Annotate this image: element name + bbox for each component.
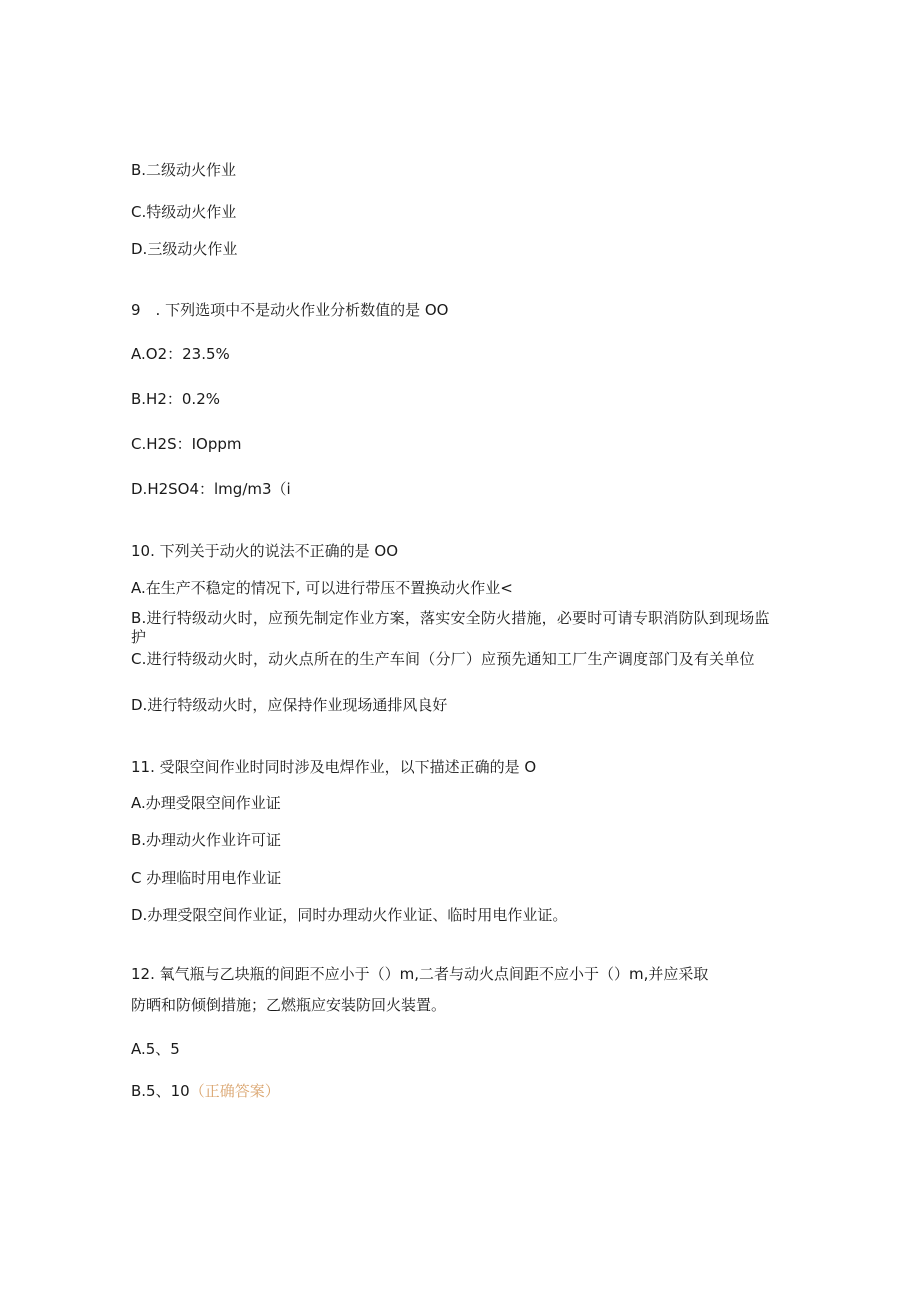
q11-option-b: B.办理动火作业许可证 (131, 831, 282, 849)
correct-answer-marker: （正确答案） (189, 1082, 280, 1100)
q11-option-a: A.办理受限空间作业证 (131, 794, 281, 812)
q12-stem-line-1: 12. 氧气瓶与乙块瓶的间距不应小于（）m,二者与动火点间距不应小于（）m,并应采取 (131, 965, 709, 983)
q12-option-b (131, 1082, 280, 1100)
q10-option-b: B.进行特级动火时，应预先制定作业方案，落实安全防火措施，必要时可请专职消防队到现场监护 (131, 609, 770, 646)
q10-option-a: A.在生产不稳定的情况下, 可以进行带压不置换动火作业< (131, 579, 513, 597)
q8-option-b: B.二级动火作业 (131, 161, 237, 179)
q12-option-b-text: B.5、10 (131, 1082, 190, 1100)
q8-option-c: C.特级动火作业 (131, 203, 237, 221)
q10-option-c: C.进行特级动火时，动火点所在的生产车间（分厂）应预先通知工厂生产调度部门及有关单位 (131, 650, 755, 668)
q12-stem-line-2: 防晒和防倾倒措施；乙燃瓶应安装防回火装置。 (131, 996, 447, 1014)
q8-option-d: D.三级动火作业 (131, 240, 238, 258)
q9-option-b: B.H2：0.2% (131, 390, 220, 408)
q10-option-d: D.进行特级动火时，应保持作业现场通排风良好 (131, 696, 448, 714)
q11-option-c: C 办理临时用电作业证 (131, 869, 282, 887)
q11-option-d: D.办理受限空间作业证，同时办理动火作业证、临时用电作业证。 (131, 906, 568, 924)
q10-stem: 10. 下列关于动火的说法不正确的是 OO (131, 542, 399, 560)
q12-option-a: A.5、5 (131, 1040, 180, 1058)
q11-stem: 11. 受限空间作业时同时涉及电焊作业，以下描述正确的是 O (131, 758, 537, 776)
q9-option-c: C.H2S：IOppm (131, 435, 242, 453)
q9-option-a: A.O2：23.5% (131, 345, 230, 363)
q9-option-d: D.H2SO4：lmg∕m3（i (131, 480, 291, 498)
q9-stem: 9 . 下列选项中不是动火作业分析数值的是 OO (131, 301, 449, 319)
